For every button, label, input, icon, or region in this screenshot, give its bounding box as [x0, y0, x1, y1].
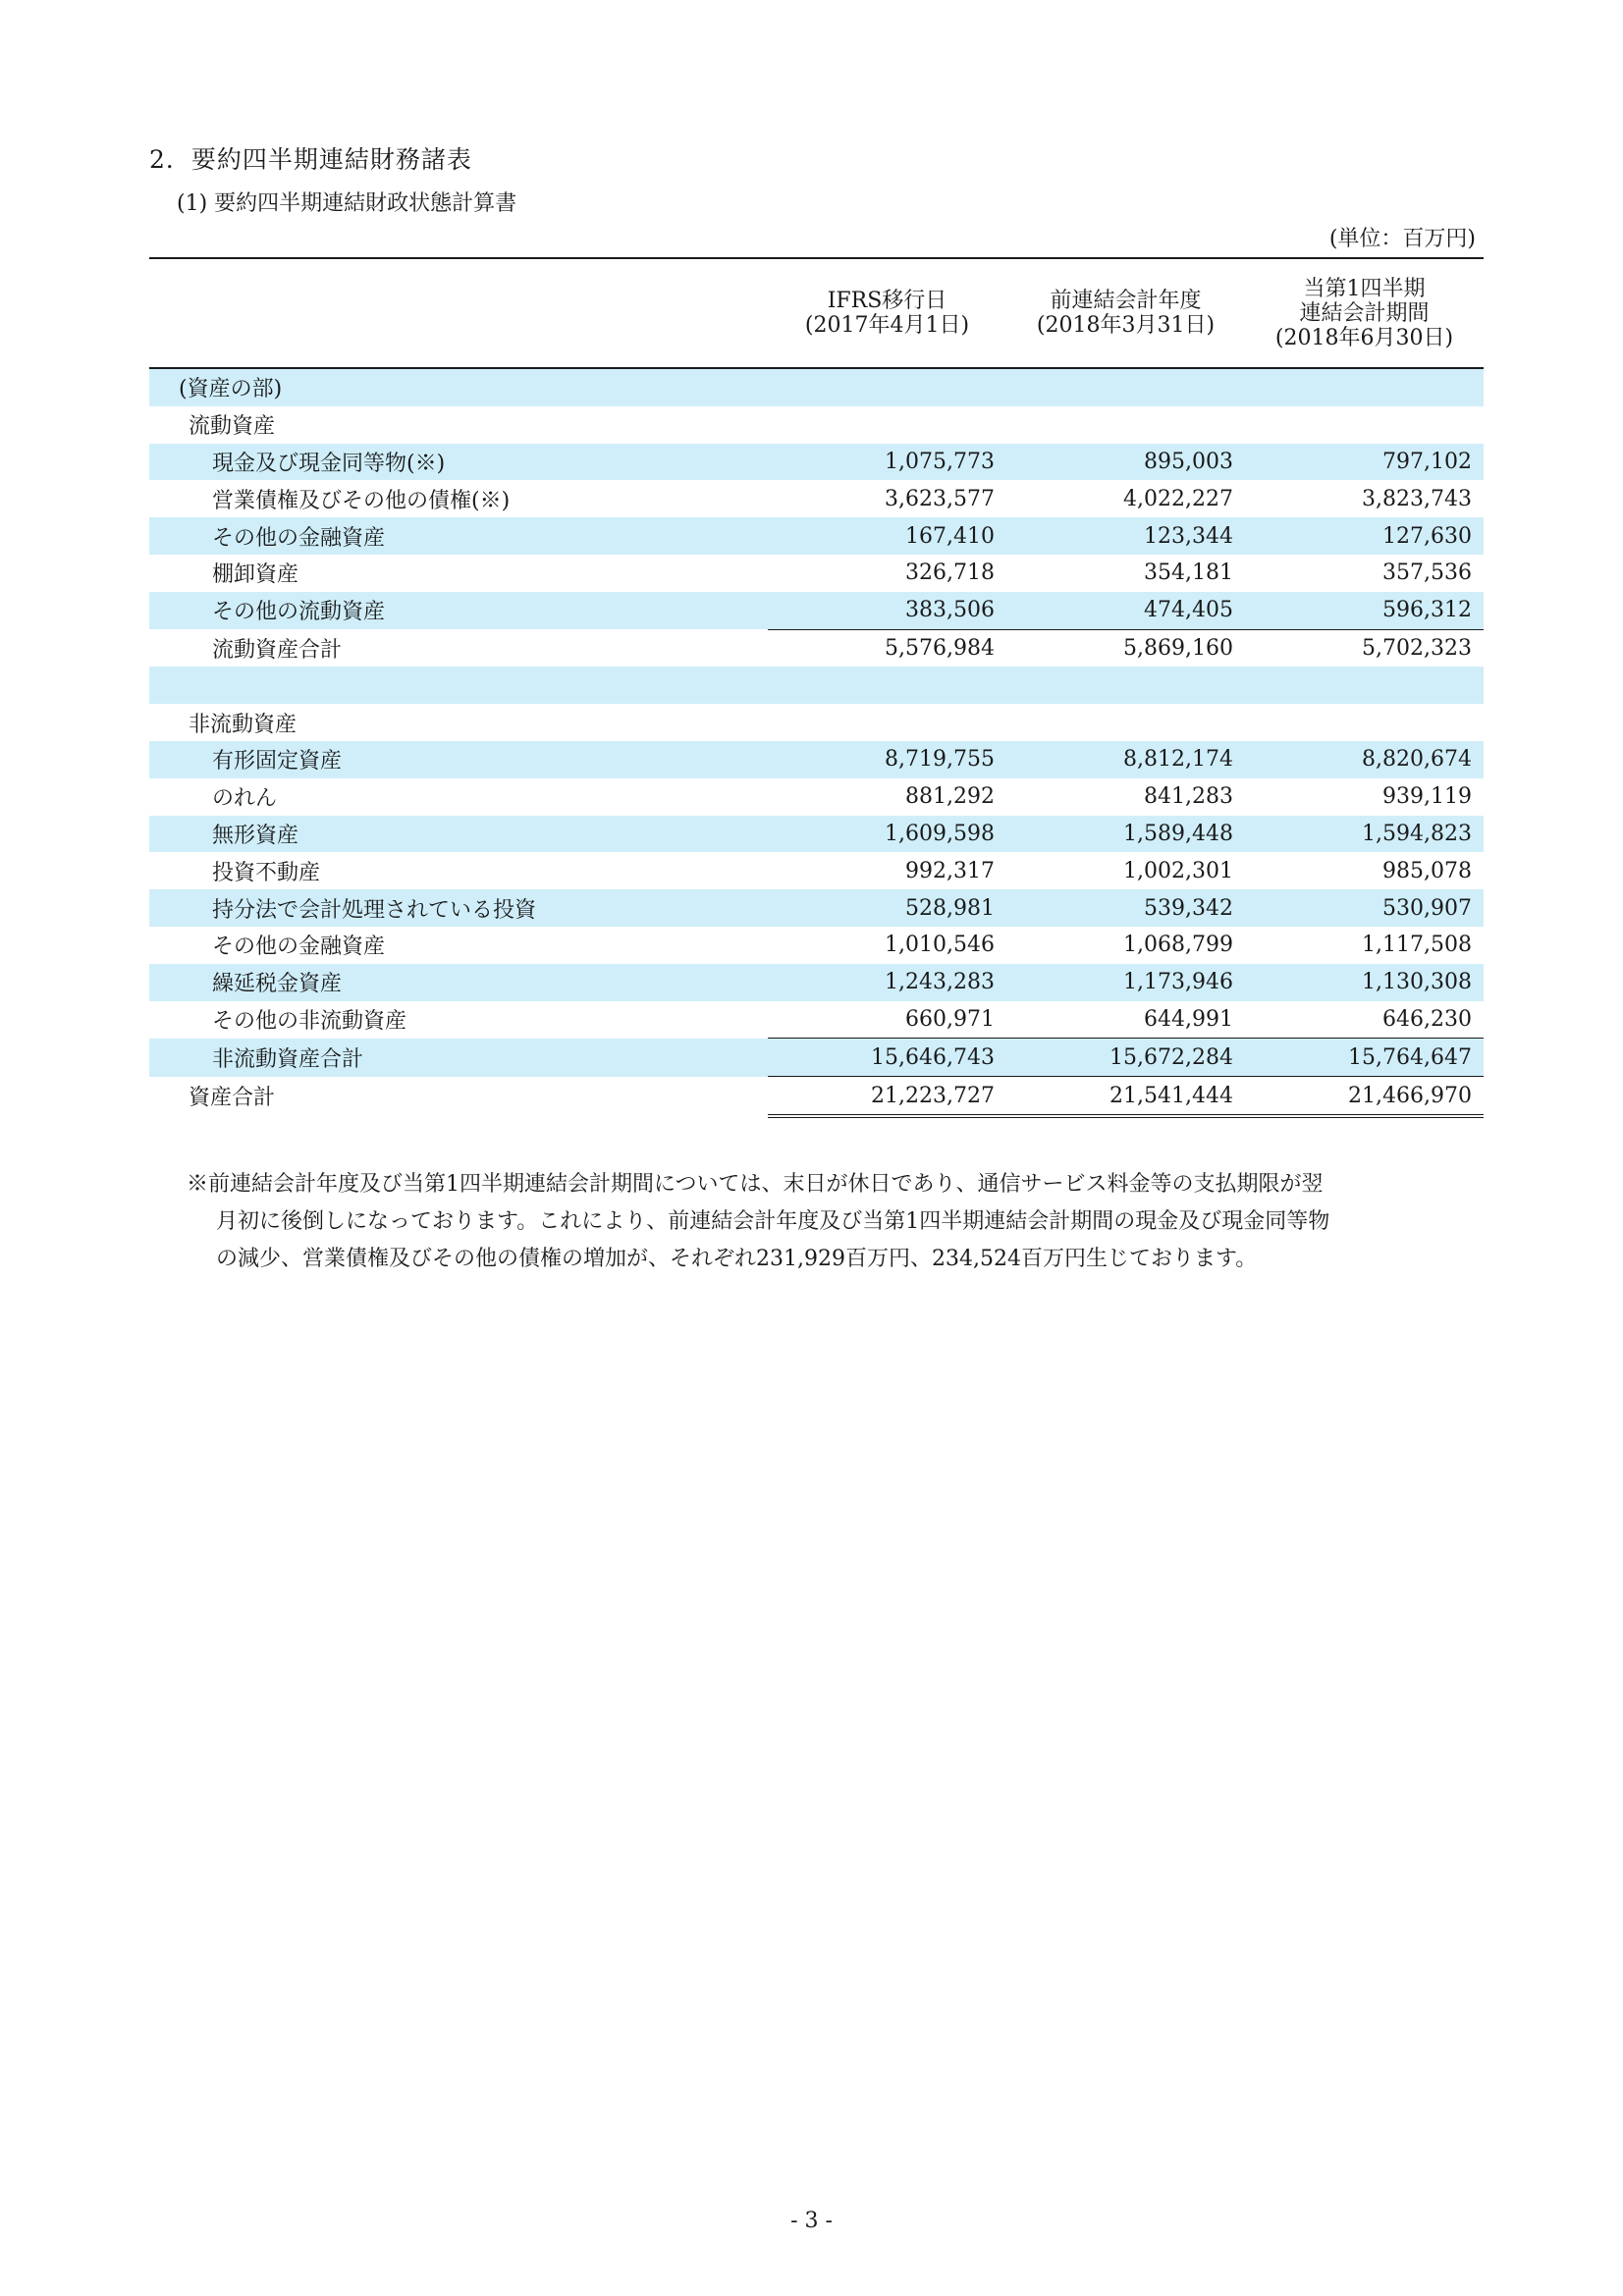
value-current-quarter: 8,820,674: [1245, 741, 1484, 778]
header-line: 当第1四半期: [1303, 276, 1426, 301]
row-label: その他の流動資産: [149, 592, 768, 629]
table-row: [149, 889, 1484, 927]
row-label: その他の非流動資産: [212, 1009, 407, 1035]
balance-sheet-table: [149, 257, 1484, 1118]
footnote-line: 月初に後倒しになっております。これにより、前連結会計年度及び当第1四半期連結会計期間の現金及び現金同等物: [216, 1209, 1330, 1234]
value-current-quarter: 15,764,647: [1245, 1039, 1484, 1077]
row-label: 流動資産合計: [212, 637, 343, 663]
value-transition-date: 8,719,755: [768, 741, 1006, 778]
table-row: [149, 406, 1484, 444]
value-prior-year: 1,068,799: [1123, 933, 1233, 958]
value-transition-date: 167,410: [768, 517, 1006, 555]
header-line: (2018年6月30日): [1274, 325, 1454, 350]
value-transition-date: 5,576,984: [768, 629, 1006, 667]
table-row: [149, 368, 1484, 406]
row-label: 棚卸資産: [212, 562, 299, 588]
value-transition-date: 1,075,773: [768, 444, 1006, 481]
value-prior-year: 1,173,946: [1006, 964, 1245, 1001]
table-row: [149, 480, 1484, 517]
value-prior-year: [1006, 406, 1245, 444]
value-transition-date: [768, 406, 1006, 444]
row-label: 現金及び現金同等物(※): [149, 444, 768, 481]
value-prior-year: 15,672,284: [1006, 1039, 1245, 1077]
row-label: 非流動資産合計: [149, 1039, 768, 1077]
value-transition-date: 21,223,727: [768, 1077, 1006, 1116]
row-label: その他の金融資産: [212, 934, 386, 960]
value-transition-date: 660,971: [905, 1006, 995, 1032]
value-transition-date: 326,718: [905, 561, 995, 586]
value-transition-date: 528,981: [768, 889, 1006, 927]
value-transition-date: 15,646,743: [768, 1039, 1006, 1077]
value-prior-year: 644,991: [1144, 1006, 1233, 1032]
value-prior-year: 1,589,448: [1006, 816, 1245, 853]
table-row: [149, 778, 1484, 816]
value-current-quarter: 646,230: [1382, 1006, 1472, 1032]
row-label: 持分法で会計処理されている投資: [149, 889, 768, 927]
value-transition-date: 383,506: [768, 592, 1006, 629]
header-col-transition-date: [768, 258, 1006, 368]
value-transition-date: 992,317: [905, 858, 995, 883]
table-row: [149, 964, 1484, 1001]
table-row: [149, 927, 1484, 964]
value-prior-year: [1006, 667, 1245, 704]
header-line: (2017年4月1日): [804, 313, 970, 338]
table-row: [149, 816, 1484, 853]
page-number: - 3 -: [790, 2209, 833, 2233]
value-current-quarter: 3,823,743: [1362, 486, 1472, 511]
grand-total-row: [149, 1077, 1484, 1116]
value-current-quarter: 1,117,508: [1362, 933, 1472, 958]
value-prior-year: 539,342: [1006, 889, 1245, 927]
spacer-row: [149, 667, 1484, 704]
subtotal-row: [149, 629, 1484, 667]
row-label: (資産の部): [149, 368, 768, 406]
value-prior-year: 354,181: [1144, 561, 1233, 586]
value-prior-year: 5,869,160: [1006, 629, 1245, 667]
value-transition-date: 1,243,283: [768, 964, 1006, 1001]
row-label: 繰延税金資産: [149, 964, 768, 1001]
table-row: [149, 517, 1484, 555]
table-row: [149, 852, 1484, 889]
value-current-quarter: [1245, 667, 1484, 704]
header-line: 連結会計期間: [1299, 300, 1430, 326]
value-current-quarter: 985,078: [1382, 858, 1472, 883]
value-transition-date: [768, 368, 1006, 406]
value-current-quarter: 939,119: [1382, 784, 1472, 810]
value-prior-year: 21,541,444: [1006, 1077, 1245, 1116]
row-label: 営業債権及びその他の債権(※): [212, 488, 511, 513]
header-line: IFRS移行日: [827, 289, 947, 313]
table-row: [149, 444, 1484, 481]
value-prior-year: 123,344: [1006, 517, 1245, 555]
value-current-quarter: 357,536: [1382, 561, 1472, 586]
header-line: (2018年3月31日): [1036, 313, 1216, 338]
value-transition-date: 1,609,598: [768, 816, 1006, 853]
value-prior-year: 841,283: [1144, 784, 1233, 810]
value-prior-year: [1006, 704, 1245, 741]
subsection-title: (1) 要約四半期連結財政状態計算書: [177, 191, 517, 216]
header-line: 前連結会計年度: [1050, 289, 1202, 313]
table-row: [149, 741, 1484, 778]
value-transition-date: 1,010,546: [885, 933, 995, 958]
value-prior-year: [1006, 368, 1245, 406]
table-header-row: [149, 258, 1484, 368]
footnote-line: の減少、営業債権及びその他の債権の増加が、それぞれ231,929百万円、234,524百万円生じております。: [216, 1247, 1258, 1271]
value-transition-date: [768, 704, 1006, 741]
value-current-quarter: 21,466,970: [1245, 1077, 1484, 1116]
footnote-line: ※前連結会計年度及び当第1四半期連結会計期間については、末日が休日であり、通信サービス料金等の支払期限が翌: [187, 1172, 1324, 1197]
header-col-prior-year: [1006, 258, 1245, 368]
value-prior-year: 4,022,227: [1123, 486, 1233, 511]
value-current-quarter: 5,702,323: [1245, 629, 1484, 667]
value-prior-year: 474,405: [1006, 592, 1245, 629]
row-label: 無形資産: [149, 816, 768, 853]
table-row: [149, 704, 1484, 741]
value-current-quarter: 596,312: [1245, 592, 1484, 629]
value-current-quarter: 797,102: [1245, 444, 1484, 481]
row-label: 非流動資産: [189, 712, 298, 737]
unit-note: (単位：百万円): [1328, 227, 1476, 251]
value-current-quarter: [1245, 368, 1484, 406]
table-row: [149, 592, 1484, 629]
value-prior-year: 1,002,301: [1123, 858, 1233, 883]
header-label-cell: [149, 258, 768, 368]
value-transition-date: [768, 667, 1006, 704]
header-col-current-quarter: [1245, 258, 1484, 368]
table-row: [149, 555, 1484, 592]
row-label: のれん: [212, 786, 278, 812]
section-title: 2．要約四半期連結財務諸表: [149, 145, 472, 174]
value-prior-year: 8,812,174: [1006, 741, 1245, 778]
subtotal-row: [149, 1039, 1484, 1077]
value-current-quarter: [1245, 704, 1484, 741]
value-current-quarter: 530,907: [1245, 889, 1484, 927]
value-current-quarter: 127,630: [1245, 517, 1484, 555]
row-label: [149, 667, 768, 704]
table-row: [149, 1001, 1484, 1039]
row-label: その他の金融資産: [149, 517, 768, 555]
value-current-quarter: [1245, 406, 1484, 444]
value-transition-date: 881,292: [905, 784, 995, 810]
value-prior-year: 895,003: [1006, 444, 1245, 481]
row-label: 有形固定資産: [149, 741, 768, 778]
footnote: [187, 1166, 1492, 1278]
value-transition-date: 3,623,577: [885, 486, 995, 511]
row-label: 流動資産: [189, 414, 276, 440]
value-current-quarter: 1,594,823: [1245, 816, 1484, 853]
value-current-quarter: 1,130,308: [1245, 964, 1484, 1001]
row-label: 投資不動産: [212, 860, 321, 885]
row-label: 資産合計: [189, 1086, 276, 1111]
